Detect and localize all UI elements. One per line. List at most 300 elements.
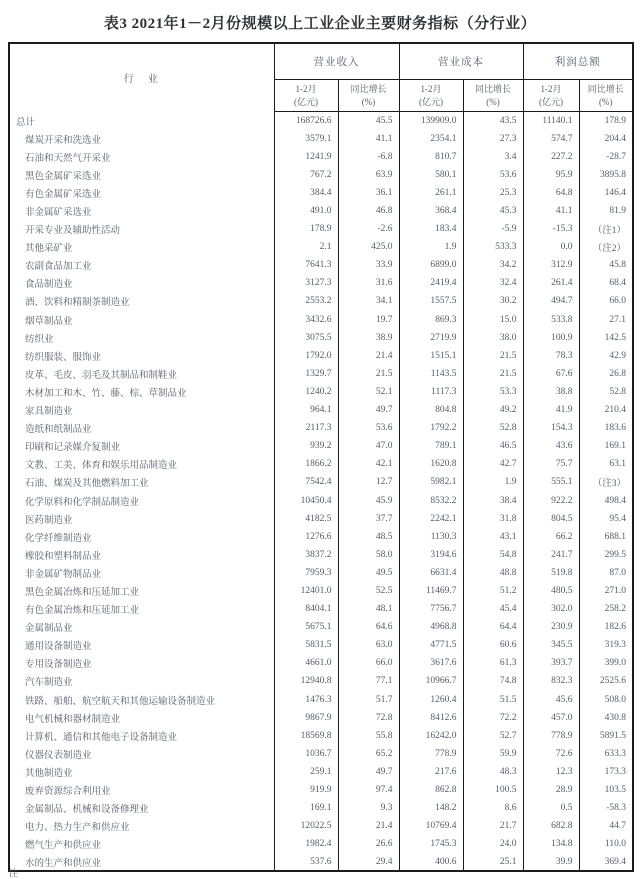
cell-value: 1241.9 — [274, 148, 338, 166]
cell-value: 6899.0 — [399, 256, 463, 274]
cell-value: 1143.5 — [399, 365, 463, 383]
cell-value: 1620.8 — [399, 455, 463, 473]
cell-value: 12940.8 — [274, 672, 338, 690]
subheader-line2: (%) — [486, 96, 500, 107]
cell-value: 45.9 — [338, 491, 399, 509]
cell-value: 21.4 — [338, 347, 399, 365]
cell-value: 2553.2 — [274, 292, 338, 310]
cell-value: 1117.3 — [399, 383, 463, 401]
cell-value: 46.8 — [338, 202, 399, 220]
cell-value: 38.8 — [523, 383, 579, 401]
cell-value: 491.0 — [274, 202, 338, 220]
industry-name: 通用设备制造业 — [25, 642, 92, 653]
cell-value: 41.9 — [523, 401, 579, 419]
cell-value: 1792.0 — [274, 347, 338, 365]
cell-value: 3075.5 — [274, 329, 338, 347]
cell-value: -5.9 — [463, 220, 523, 238]
cell-value: 49.2 — [463, 401, 523, 419]
cell-value: 2525.6 — [579, 672, 633, 690]
cell-value: 537.6 — [274, 853, 338, 871]
cell-value: 66.0 — [579, 292, 633, 310]
industry-name: 金属制品业 — [25, 624, 73, 635]
cell-value: 862.8 — [399, 781, 463, 799]
cell-value: 10450.4 — [274, 491, 338, 509]
cell-value: 178.9 — [579, 112, 633, 130]
cell-value: 345.5 — [523, 636, 579, 654]
cell-value: 217.6 — [399, 763, 463, 781]
cell-value: 169.1 — [579, 437, 633, 455]
cell-value: 580.1 — [399, 166, 463, 184]
table-row — [9, 564, 633, 582]
cell-value: 77.1 — [338, 672, 399, 690]
cell-value: 12022.5 — [274, 817, 338, 835]
cell-value: 21.5 — [463, 365, 523, 383]
cell-value: 1866.2 — [274, 455, 338, 473]
cell-value: -58.3 — [579, 799, 633, 817]
cell-value: 49.7 — [338, 401, 399, 419]
cell-value: 3895.8 — [579, 166, 633, 184]
cell-value: 5675.1 — [274, 618, 338, 636]
subheader-cost-value — [399, 80, 463, 112]
table-row — [9, 130, 633, 148]
cell-value: 169.1 — [274, 799, 338, 817]
industry-name: 化学纤维制造业 — [25, 533, 92, 544]
cell-value: 45.4 — [463, 600, 523, 618]
industry-name: 总计 — [16, 117, 36, 128]
industry-name: 煤炭开采和洗选业 — [25, 135, 102, 146]
table-row — [9, 853, 633, 871]
industry-name: 开采专业及辅助性活动 — [25, 226, 121, 237]
cell-value: 52.8 — [463, 419, 523, 437]
cell-value: 81.9 — [579, 202, 633, 220]
cell-value: 146.4 — [579, 184, 633, 202]
cell-value: 1260.4 — [399, 691, 463, 709]
cell-value: 25.3 — [463, 184, 523, 202]
cell-value: 778.9 — [523, 727, 579, 745]
cell-value: 42.9 — [579, 347, 633, 365]
cell-value: 148.2 — [399, 799, 463, 817]
cell-value: 54.8 — [463, 546, 523, 564]
cell-value: 3837.2 — [274, 546, 338, 564]
subheader-line1: 1-2月 — [295, 84, 317, 95]
cell-value: 44.7 — [579, 817, 633, 835]
cell-value: 6631.4 — [399, 564, 463, 582]
cell-value: 494.7 — [523, 292, 579, 310]
cell-value: 1276.6 — [274, 528, 338, 546]
cell-value: 60.6 — [463, 636, 523, 654]
cell-value: 1557.5 — [399, 292, 463, 310]
cell-value: 2419.4 — [399, 274, 463, 292]
cell-value: 66.0 — [338, 654, 399, 672]
cell-value: 2242.1 — [399, 510, 463, 528]
cell-value: 38.4 — [463, 491, 523, 509]
cell-value: 183.4 — [399, 220, 463, 238]
cell-value: 178.9 — [274, 220, 338, 238]
cell-value: 31.6 — [338, 274, 399, 292]
subheader-revenue-growth — [338, 80, 399, 112]
cell-value: 21.7 — [463, 817, 523, 835]
cell-value: -15.3 — [523, 220, 579, 238]
column-group-operating-cost: 营业成本 — [399, 43, 523, 80]
cell-value: 919.9 — [274, 781, 338, 799]
cell-value: 400.6 — [399, 853, 463, 871]
table-row — [9, 274, 633, 292]
cell-value: 9867.9 — [274, 709, 338, 727]
cell-value: 804.8 — [399, 401, 463, 419]
cell-value: 15.0 — [463, 311, 523, 329]
cell-value: 299.5 — [579, 546, 633, 564]
cell-value: 39.9 — [523, 853, 579, 871]
cell-value: 1329.7 — [274, 365, 338, 383]
industry-name: 黑色金属冶炼和压延加工业 — [25, 587, 140, 598]
cell-value: 8532.2 — [399, 491, 463, 509]
cell-value: 97.4 — [338, 781, 399, 799]
cell-value: 1792.2 — [399, 419, 463, 437]
cell-value: 142.5 — [579, 329, 633, 347]
cell-value: （注2） — [579, 238, 633, 256]
industry-name: 化学原料和化学制品制造业 — [25, 497, 140, 508]
subheader-profit-value — [523, 80, 579, 112]
cell-value: 319.3 — [579, 636, 633, 654]
cell-value: 48.5 — [338, 528, 399, 546]
subheader-line1: 同比增长 — [474, 84, 511, 95]
cell-value: 72.6 — [523, 745, 579, 763]
cell-value: 1982.4 — [274, 835, 338, 853]
table-row — [9, 781, 633, 799]
industry-name: 烟草制品业 — [25, 316, 73, 327]
cell-value: 32.4 — [463, 274, 523, 292]
cell-value: 1745.3 — [399, 835, 463, 853]
cell-value: 41.1 — [523, 202, 579, 220]
cell-value: 2719.9 — [399, 329, 463, 347]
table-row — [9, 347, 633, 365]
table-row — [9, 455, 633, 473]
cell-value: 11469.7 — [399, 582, 463, 600]
subheader-line1: 同比增长 — [587, 84, 624, 95]
cell-value: 29.4 — [338, 853, 399, 871]
cell-value: 100.9 — [523, 329, 579, 347]
cell-value: 227.2 — [523, 148, 579, 166]
cell-value: 869.3 — [399, 311, 463, 329]
cell-value: 688.1 — [579, 528, 633, 546]
cell-value: 67.6 — [523, 365, 579, 383]
table-row — [9, 473, 633, 491]
cell-value: 810.7 — [399, 148, 463, 166]
cell-value: 789.1 — [399, 437, 463, 455]
cell-value: 21.5 — [338, 365, 399, 383]
cell-value: 45.8 — [579, 256, 633, 274]
cell-value: 42.1 — [338, 455, 399, 473]
industry-name: 其他采矿业 — [25, 244, 73, 255]
table-row — [9, 112, 633, 130]
cell-value: 3127.3 — [274, 274, 338, 292]
table-row — [9, 546, 633, 564]
cell-value: 53.6 — [338, 419, 399, 437]
cell-value: 312.9 — [523, 256, 579, 274]
cell-value: 78.3 — [523, 347, 579, 365]
table-body — [9, 112, 633, 872]
table-row — [9, 491, 633, 509]
footnote-cut-mark: 注 — [9, 868, 19, 878]
cell-value: 45.6 — [523, 691, 579, 709]
cell-value: 63.1 — [579, 455, 633, 473]
cell-value: 45.3 — [463, 202, 523, 220]
cell-value: 52.8 — [579, 383, 633, 401]
table-row — [9, 727, 633, 745]
industry-name: 文教、工美、体育和娱乐用品制造业 — [25, 461, 178, 472]
cell-value: 26.8 — [579, 365, 633, 383]
cell-value: 27.3 — [463, 130, 523, 148]
cell-value: 3432.6 — [274, 311, 338, 329]
cell-value: 2354.1 — [399, 130, 463, 148]
cell-value: 555.1 — [523, 473, 579, 491]
subheader-line2: (亿元) — [294, 96, 318, 107]
subheader-line2: (亿元) — [419, 96, 443, 107]
cell-value: 12401.0 — [274, 582, 338, 600]
cell-value: 63.0 — [338, 636, 399, 654]
cell-value: 10966.7 — [399, 672, 463, 690]
cell-value: 64.6 — [338, 618, 399, 636]
subheader-profit-growth — [579, 80, 633, 112]
cell-value: 5891.5 — [579, 727, 633, 745]
cell-value: 61.3 — [463, 654, 523, 672]
cell-value: 4182.5 — [274, 510, 338, 528]
cell-value: 12.7 — [338, 473, 399, 491]
cell-value: 399.0 — [579, 654, 633, 672]
cell-value: （注3） — [579, 473, 633, 491]
cell-value: 368.4 — [399, 202, 463, 220]
cell-value: 52.1 — [338, 383, 399, 401]
table-row — [9, 763, 633, 781]
cell-value: 48.8 — [463, 564, 523, 582]
cell-value: 87.0 — [579, 564, 633, 582]
industry-name: 非金属矿采选业 — [25, 208, 92, 219]
cell-value: 8412.6 — [399, 709, 463, 727]
subheader-cost-growth — [463, 80, 523, 112]
cell-value: 75.7 — [523, 455, 579, 473]
cell-value: 804.5 — [523, 510, 579, 528]
subheader-revenue-value — [274, 80, 338, 112]
cell-value: 134.8 — [523, 835, 579, 853]
cell-value: 259.1 — [274, 763, 338, 781]
cell-value: 480.5 — [523, 582, 579, 600]
cell-value: 24.0 — [463, 835, 523, 853]
subheader-line2: (%) — [361, 96, 376, 107]
cell-value: 64.8 — [523, 184, 579, 202]
industry-name: 纺织业 — [25, 334, 54, 345]
cell-value: 51.7 — [338, 691, 399, 709]
table-row — [9, 401, 633, 419]
table-row — [9, 220, 633, 238]
cell-value: 30.2 — [463, 292, 523, 310]
industry-name: 有色金属冶炼和压延加工业 — [25, 606, 140, 617]
cell-value: 0.0 — [523, 238, 579, 256]
table-row — [9, 745, 633, 763]
cell-value: 832.3 — [523, 672, 579, 690]
cell-value: 0.5 — [523, 799, 579, 817]
table-row — [9, 835, 633, 853]
industry-name: 非金属矿物制品业 — [25, 569, 102, 580]
cell-value: 393.7 — [523, 654, 579, 672]
cell-value: 49.5 — [338, 564, 399, 582]
industry-name: 汽车制造业 — [25, 678, 73, 689]
cell-value: 65.2 — [338, 745, 399, 763]
cell-value: 63.9 — [338, 166, 399, 184]
cell-value: 302.0 — [523, 600, 579, 618]
cell-value: 45.5 — [338, 112, 399, 130]
cell-value: 778.9 — [399, 745, 463, 763]
cell-value: 4771.5 — [399, 636, 463, 654]
industry-name: 皮革、毛皮、羽毛及其制品和制鞋业 — [25, 370, 178, 381]
cell-value: 182.6 — [579, 618, 633, 636]
cell-value: 2117.3 — [274, 419, 338, 437]
table-row — [9, 148, 633, 166]
cell-value: 2.1 — [274, 238, 338, 256]
cell-value: 430.8 — [579, 709, 633, 727]
industry-name: 医药制造业 — [25, 515, 73, 526]
cell-value: 58.0 — [338, 546, 399, 564]
cell-value: 34.2 — [463, 256, 523, 274]
table-row — [9, 365, 633, 383]
cell-value: 53.3 — [463, 383, 523, 401]
cell-value: 1.9 — [463, 473, 523, 491]
cell-value: 7542.4 — [274, 473, 338, 491]
cell-value: 1240.2 — [274, 383, 338, 401]
cell-value: 19.7 — [338, 311, 399, 329]
cell-value: 11140.1 — [523, 112, 579, 130]
cell-value: 27.1 — [579, 311, 633, 329]
cell-value: 1476.3 — [274, 691, 338, 709]
table-row — [9, 256, 633, 274]
cell-value: （注1） — [579, 220, 633, 238]
cell-value: 10769.4 — [399, 817, 463, 835]
cell-value: 16242.0 — [399, 727, 463, 745]
table-row — [9, 618, 633, 636]
table-row — [9, 292, 633, 310]
table-row — [9, 166, 633, 184]
cell-value: 922.2 — [523, 491, 579, 509]
cell-value: 8.6 — [463, 799, 523, 817]
cell-value: 230.9 — [523, 618, 579, 636]
cell-value: 533.8 — [523, 311, 579, 329]
industry-name: 黑色金属矿采选业 — [25, 171, 102, 182]
cell-value: 38.0 — [463, 329, 523, 347]
cell-value: 53.6 — [463, 166, 523, 184]
column-group-total-profit: 利润总额 — [523, 43, 633, 80]
cell-value: 25.1 — [463, 853, 523, 871]
cell-value: 204.4 — [579, 130, 633, 148]
cell-value: 210.4 — [579, 401, 633, 419]
cell-value: 939.2 — [274, 437, 338, 455]
cell-value: 139909.0 — [399, 112, 463, 130]
cell-value: 26.6 — [338, 835, 399, 853]
cell-value: 55.8 — [338, 727, 399, 745]
industry-name: 木材加工和木、竹、藤、棕、草制品业 — [25, 388, 187, 399]
industry-name: 造纸和纸制品业 — [25, 425, 92, 436]
cell-value: 95.4 — [579, 510, 633, 528]
cell-value: 168726.6 — [274, 112, 338, 130]
table-row — [9, 654, 633, 672]
cell-value: 369.4 — [579, 853, 633, 871]
table-row — [9, 636, 633, 654]
cell-value: 1130.3 — [399, 528, 463, 546]
industry-name: 金属制品、机械和设备修理业 — [25, 805, 149, 816]
industry-name: 印刷和记录媒介复制业 — [25, 443, 121, 454]
cell-value: 51.2 — [463, 582, 523, 600]
subheader-line2: (亿元) — [539, 96, 563, 107]
cell-value: 48.1 — [338, 600, 399, 618]
cell-value: 3194.6 — [399, 546, 463, 564]
cell-value: 21.5 — [463, 347, 523, 365]
industry-name: 有色金属矿采选业 — [25, 189, 102, 200]
table-row — [9, 582, 633, 600]
industry-name: 电力、热力生产和供应业 — [25, 823, 130, 834]
cell-value: 241.7 — [523, 546, 579, 564]
cell-value: 9.3 — [338, 799, 399, 817]
cell-value: 7641.3 — [274, 256, 338, 274]
industry-name: 纺织服装、服饰业 — [25, 352, 102, 363]
cell-value: 261.1 — [399, 184, 463, 202]
cell-value: 4968.8 — [399, 618, 463, 636]
cell-value: 1036.7 — [274, 745, 338, 763]
cell-value: 43.1 — [463, 528, 523, 546]
table-row — [9, 311, 633, 329]
table-row — [9, 709, 633, 727]
cell-value: 33.9 — [338, 256, 399, 274]
table-row — [9, 672, 633, 690]
cell-value: 49.7 — [338, 763, 399, 781]
cell-value: 18569.8 — [274, 727, 338, 745]
cell-value: 31.8 — [463, 510, 523, 528]
cell-value: 28.9 — [523, 781, 579, 799]
cell-value: 964.1 — [274, 401, 338, 419]
table-row — [9, 184, 633, 202]
cell-value: 74.8 — [463, 672, 523, 690]
cell-value: 38.9 — [338, 329, 399, 347]
cell-value: 12.3 — [523, 763, 579, 781]
industry-name: 石油和天然气开采业 — [25, 153, 111, 164]
cell-value: 574.7 — [523, 130, 579, 148]
cell-value: 261.4 — [523, 274, 579, 292]
cell-value: 682.8 — [523, 817, 579, 835]
cell-value: 8404.1 — [274, 600, 338, 618]
cell-value: 508.0 — [579, 691, 633, 709]
industry-name: 计算机、通信和其他电子设备制造业 — [25, 732, 178, 743]
cell-value: 47.0 — [338, 437, 399, 455]
industry-name: 橡胶和塑料制品业 — [25, 551, 102, 562]
table-row — [9, 202, 633, 220]
industry-name: 铁路、船舶、航空航天和其他运输设备制造业 — [25, 696, 216, 707]
subheader-line1: 1-2月 — [540, 84, 562, 95]
cell-value: 5831.5 — [274, 636, 338, 654]
cell-value: -2.6 — [338, 220, 399, 238]
table-row — [9, 691, 633, 709]
industry-name: 仪器仪表制造业 — [25, 750, 92, 761]
cell-value: 37.7 — [338, 510, 399, 528]
cell-value: 767.2 — [274, 166, 338, 184]
cell-value: 36.1 — [338, 184, 399, 202]
cell-value: 51.5 — [463, 691, 523, 709]
cell-value: -6.8 — [338, 148, 399, 166]
cell-value: 66.2 — [523, 528, 579, 546]
table-row — [9, 437, 633, 455]
industry-name: 石油、煤炭及其他燃料加工业 — [25, 479, 149, 490]
cell-value: 110.0 — [579, 835, 633, 853]
cell-value: 633.3 — [579, 745, 633, 763]
cell-value: 72.2 — [463, 709, 523, 727]
table-row — [9, 383, 633, 401]
column-header-industry: 行 业 — [9, 43, 274, 112]
